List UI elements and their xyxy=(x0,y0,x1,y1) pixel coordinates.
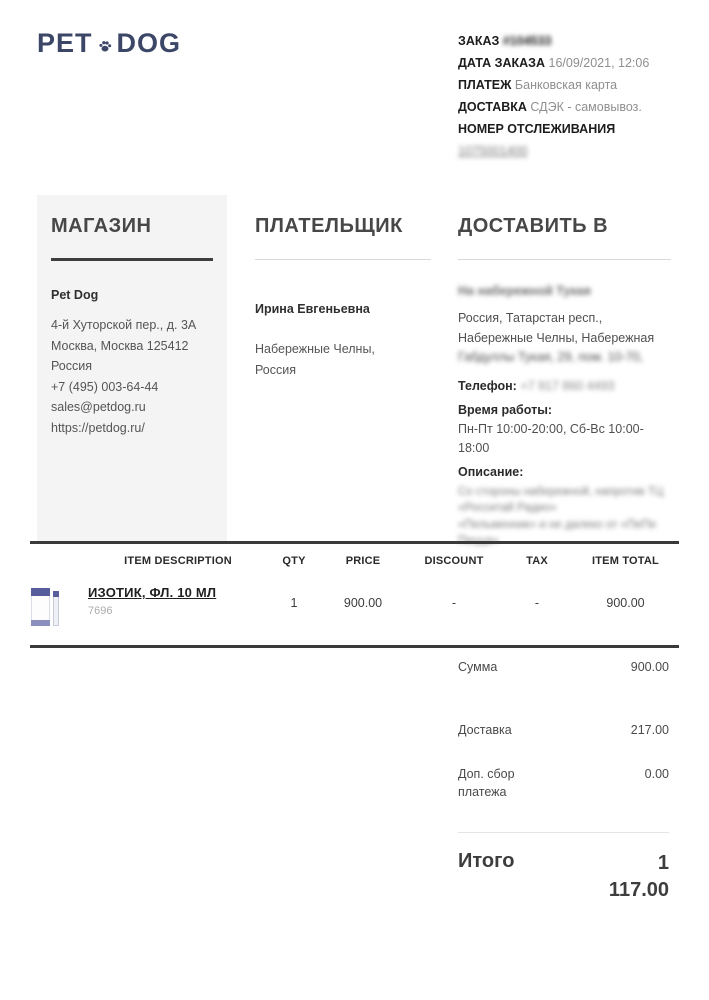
item-total: 900.00 xyxy=(606,596,645,610)
payer-address-line: Россия xyxy=(255,363,296,377)
thumb-column-header xyxy=(30,555,88,567)
shipping-value: СДЭК - самовывоз. xyxy=(530,100,642,114)
payment-value: Банковская карта xyxy=(514,78,618,92)
order-label: ЗАКАЗ xyxy=(458,34,500,48)
item-description-cell xyxy=(88,585,268,617)
payer-column xyxy=(255,195,431,381)
item-name-link[interactable]: ИЗОТИК, ФЛ. 10 МЛ xyxy=(88,585,217,600)
order-info-block xyxy=(458,30,696,162)
phone-value: +7 917 860 4493 xyxy=(520,378,615,393)
tracking-label: НОМЕР ОТСЛЕЖИВАНИЯ xyxy=(458,122,616,136)
item-discount: - xyxy=(451,596,457,610)
logo-text-dog: DOG xyxy=(116,28,182,58)
item-qty: 1 xyxy=(290,596,298,610)
payment-fee-value: 0.00 xyxy=(644,767,669,781)
store-address xyxy=(51,315,213,438)
thumbnail-box-top xyxy=(31,588,50,596)
table-header-row xyxy=(30,544,679,573)
hours-line: Пн-Пт 10:00-20:00, Сб-Вс 10:00- xyxy=(458,421,644,436)
hours-label: Время работы: xyxy=(458,402,553,417)
petdog-logo xyxy=(37,28,181,59)
payer-address-line: Набережные Челны, xyxy=(255,342,375,356)
totals-divider xyxy=(458,832,669,833)
ship-to-column xyxy=(458,195,671,550)
grand-total-label: Итого xyxy=(458,850,515,872)
ship-to-title-rule xyxy=(458,259,671,260)
ship-address-line: Набережные Челны, Набережная xyxy=(458,330,655,345)
order-number-line xyxy=(458,30,696,52)
pickup-point-name: На набережной Тукая xyxy=(458,284,591,298)
payment-label: ПЛАТЕЖ xyxy=(458,78,512,92)
phone-row xyxy=(458,377,671,396)
tracking-label-line xyxy=(458,118,696,140)
paw-icon xyxy=(98,39,112,53)
payer-title: ПЛАТЕЛЬЩИК xyxy=(255,215,403,237)
payment-fee-label: Доп. сбор платежа xyxy=(458,767,515,799)
payment-fee-row xyxy=(458,765,669,801)
header-tax: TAX xyxy=(526,555,548,567)
hours-line: 18:00 xyxy=(458,440,490,455)
order-date-value: 16/09/2021, 12:06 xyxy=(548,56,650,70)
description-line: «Пельменник» и не далеко от «ПеПе xyxy=(458,518,657,531)
tracking-number-link[interactable]: 1075001400 xyxy=(458,144,528,158)
store-address-line: Москва, Москва 125412 xyxy=(51,338,189,353)
grand-total-row xyxy=(458,850,669,904)
header-discount: DISCOUNT xyxy=(424,555,484,567)
subtotal-value: 900.00 xyxy=(630,660,669,674)
header-item-total: ITEM TOTAL xyxy=(592,555,659,567)
shipping-label: ДОСТАВКА xyxy=(458,100,527,114)
header-qty: QTY xyxy=(282,555,306,567)
grand-total-value: 1 117.00 xyxy=(608,852,669,901)
table-row xyxy=(30,573,679,645)
payment-line xyxy=(458,74,696,96)
store-email: sales@petdog.ru xyxy=(51,400,146,414)
hours-value xyxy=(458,420,671,458)
store-phone: +7 (495) 003-64-44 xyxy=(51,379,159,394)
order-number: #104533 xyxy=(502,34,552,48)
ship-address-line: Габдуллы Тукая, 29, пом. 10-70, xyxy=(458,350,644,364)
product-thumbnail xyxy=(30,585,64,629)
order-date-label: ДАТА ЗАКАЗА xyxy=(458,56,546,70)
subtotal-label: Сумма xyxy=(458,660,498,674)
description-label: Описание: xyxy=(458,464,524,479)
items-table xyxy=(30,541,679,648)
item-sku: 7696 xyxy=(88,605,113,617)
thumbnail-cell xyxy=(30,585,88,629)
totals-section xyxy=(458,645,669,904)
shipping-line xyxy=(458,96,696,118)
ship-address-line: Россия, Татарстан респ., xyxy=(458,311,603,325)
item-price: 900.00 xyxy=(343,596,383,610)
thumbnail-bottle-cap xyxy=(53,591,59,597)
ship-to-title: ДОСТАВИТЬ В xyxy=(458,215,609,237)
payer-address xyxy=(255,339,431,381)
store-website: https://petdog.ru/ xyxy=(51,420,145,435)
description-text xyxy=(458,484,671,550)
store-title-rule xyxy=(51,258,213,261)
payer-title-rule xyxy=(255,259,431,260)
header-price: PRICE xyxy=(345,555,381,567)
phone-label: Телефон: xyxy=(458,378,517,393)
subtotal-row xyxy=(458,658,669,676)
header-item-description: ITEM DESCRIPTION xyxy=(124,555,232,567)
thumbnail-box-bottom xyxy=(31,620,50,626)
ship-to-address xyxy=(458,309,671,368)
logo-text-pet: PET xyxy=(37,28,93,58)
order-date-line xyxy=(458,52,696,74)
description-line: Со стороны набережной, напротив ТЦ xyxy=(458,485,664,498)
store-address-line: Россия xyxy=(51,359,92,373)
tracking-number-line xyxy=(458,140,696,162)
store-name: Pet Dog xyxy=(51,288,99,302)
store-panel xyxy=(37,195,227,541)
item-tax: - xyxy=(534,596,540,610)
store-title: МАГАЗИН xyxy=(51,215,152,237)
description-line: «Росситай Радио» xyxy=(458,502,557,514)
shipping-cost-row xyxy=(458,721,669,739)
payer-name: Ирина Евгеньевна xyxy=(255,302,370,316)
shipping-cost-label: Доставка xyxy=(458,723,512,737)
shipping-cost-value: 217.00 xyxy=(630,723,669,737)
store-address-line: 4-й Хуторской пер., д. 3А xyxy=(51,318,197,332)
